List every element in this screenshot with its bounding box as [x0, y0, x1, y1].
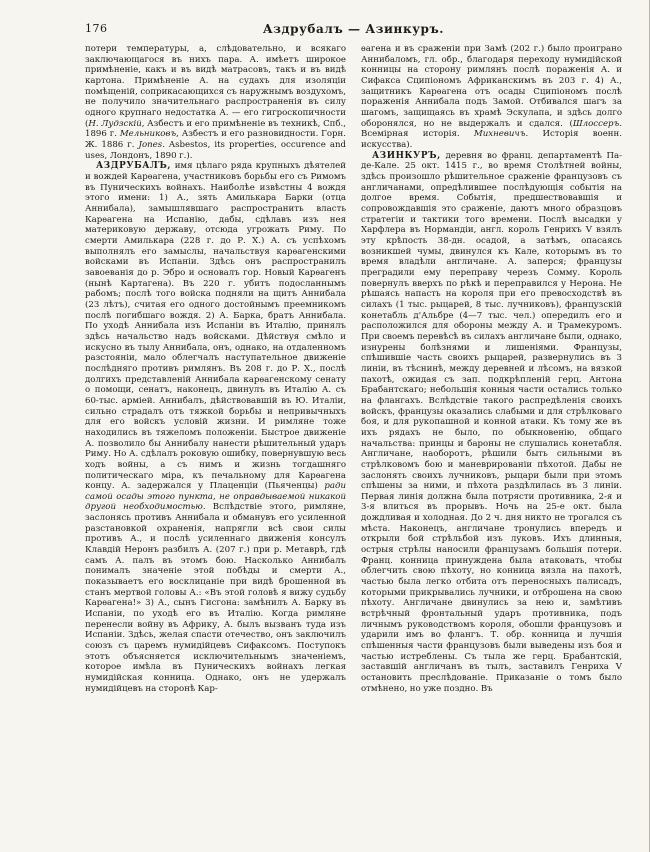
page-header	[85, 22, 622, 38]
article-heading: АЗИНКУРЪ,	[372, 150, 441, 161]
body-text: имя цѣлаго ряда крупныхъ дѣятелей и вождей Карѳагена, участниковъ борьбы его съ Римомъ въ Пуническихъ войнахъ. Наиболѣе извѣстны 4 вождя этого имени: 1) А., зять Амилькара Барки (отца Аннибала), замышлявшаго распространить власть Карѳагена на Испанію, дабы, сдѣлавъ изъ нея материковую державу, отсюда угрожать Риму. По смерти Амилькара (228 г. до Р. Х.) А. съ успѣхомъ выполнялъ его замыслы, начальствуя карѳагенскими войсками въ Испаніи. Здѣсь онъ распространилъ завоеванія до р. Эбро и основалъ гор. Новый Карѳагенъ (нынѣ Картагена). Въ 220 г. убитъ подосланнымъ рабомъ; послѣ того войска подняли на щитъ Аннибала (23 лѣтъ), считая его одного достойнымъ преемникомъ послѣ погибшаго вождя. 2) А. Барка, братъ Аннибала. По уходѣ Аннибала изъ Испаніи въ Италію, принялъ здѣсь начальство надъ войсками. Дѣйствуя смѣло и искусно въ тылу Аннибала, онъ, однако, на отдаленномъ разстояніи, мало облегчалъ наступательное движеніе послѣдняго противъ римлянъ. Въ 208 г. до Р. Х., послѣ долгихъ представленій Аннибала карѳагенскому сенату о помощи, сенатъ, наконецъ, двинулъ въ Италію А. съ 60-тыс. арміей. Аннибалъ, дѣйствовавшій въ Ю. Италіи, сильно страдалъ отъ тяжкой борьбы и непривычныхъ для его войскъ условій жизни. И римляне тоже находились въ тяжеломъ положеніи. Быстрое движеніе А. позволило бы Аннибалу нанести рѣшительный ударъ Риму. Но А. сдѣлалъ роковую ошибку, повернувшую весь ходъ войны, а съ нимъ и жизнь тогдашняго политическаго міра, къ печальному для Карѳагена концу. А. задержался у Плаценціи (Пьяченцы)	[85, 161, 346, 492]
italic-text: Мельниковъ	[119, 129, 177, 140]
text-block	[85, 44, 622, 836]
running-title: Аздрубалъ — Азинкуръ.	[262, 22, 445, 36]
italic-text: Михневичъ	[473, 129, 526, 140]
italic-text: Шлоссеръ	[572, 118, 620, 129]
body-text: потери температуры, а, слѣдовательно, и всякаго заключающагося въ нихъ пара. А. имѣетъ широкое примѣненіе, какъ и въ видѣ матрасовъ, такъ и въ видѣ картона. Примѣненіе А. на судахъ для изоляціи помѣщеній, соприкасающихся съ наружнымъ воздухомъ, не получило значительнаго распространенія въ силу одного крупнаго недостатка А. — его гигроскопичности (	[85, 44, 346, 129]
paragraph	[85, 44, 346, 161]
italic-text: Н. Лудзскій	[88, 118, 142, 129]
body-text: , Азбестъ и его разновидности. Горн. Ж. 1886 г.	[85, 129, 346, 150]
body-text: . Asbestos, its properties, occurence and uses, Лондонъ, 1890 г.).	[85, 139, 346, 161]
paragraph	[361, 44, 622, 151]
article-heading: АЗДРУБАЛЪ,	[96, 161, 172, 172]
body-text: . Вслѣдствіе этого, римляне, заслонясь противъ Аннибала и обманувъ его усиленной разстановкой охраненія, напрягли всѣ свои силы противъ А., и послѣ усиленнаго движенія консулъ Клавдій Неронъ разбилъ А. (207 г.) при р. Метаврѣ, гдѣ самъ А. палъ въ этомъ бою. Насколько Аннибалъ понималъ значеніе этой побѣды и смерти А., показываетъ его восклицаніе при видѣ брошенной въ станъ мертвой головы А.: «Въ этой головѣ я вижу судьбу Карѳагена!» 3) А., сынъ Гисгона: замѣнилъ А. Барку въ Испаніи, по уходѣ его въ Италію. Когда римляне перенесли войну въ Африку, А. былъ вызванъ туда изъ Испаніи. Здѣсь, желая спасти отечество, онъ заключилъ союзъ съ царемъ нумидійцевъ Сифаксомъ. Поступокъ этотъ объясняется исключительнымъ значеніемъ, которое имѣла въ Пуническихъ войнахъ легкая нумидійская конница. Однако, онъ не удержалъ нумидійцевъ на сторонѣ Кар-	[85, 502, 346, 694]
body-text: , Азбестъ и его примѣненіе въ техникѣ, Спб., 1896 г.	[85, 118, 346, 140]
body-text: ѳагена и въ сраженіи при Замѣ (202 г.) было проиграно Аннибаломъ, гл. обр., благодаря переходу нумидійской конницы на сторону римлянъ послѣ пораженія А. и Сифакса Сципіономъ Африканскимъ въ 203 г. 4) А., защитникъ Карѳагена отъ осады Сципіономъ послѣ пораженія Аннибала подъ Замой. Отбивался шагъ за шагомъ, защищаясь въ храмѣ Эскулапа, и здѣсь долго оборонялся, но не выдержалъ и сдался. (	[361, 44, 622, 129]
paragraph	[85, 161, 346, 694]
italic-text: Jones	[138, 139, 163, 150]
left-column	[85, 44, 346, 836]
italic-text: ради самой осады этого пункта, не оправдываемой никакой другой необходимостью	[85, 481, 346, 513]
paragraph	[361, 151, 622, 695]
body-text: . Исторія военн. искусства).	[361, 129, 622, 150]
body-text: . Всемірная исторія.	[361, 118, 622, 140]
right-column	[361, 44, 622, 836]
page-number: 176	[85, 22, 108, 35]
body-text: деревня во франц. департаментѣ Па-де-Кале. 25 окт. 1415 г., во время Столѣтней войны, здѣсь произошло рѣшительное сраженіе французовъ съ англичанами, опредѣлившее послѣдующія событія на долгое время. Событія, предшествовавшія и сопровождавшія это сраженіе, даютъ много образцовъ стратегіи и тактики того времени. Послѣ высадки у Харфлера въ Нормандіи, англ. король Генрихъ V взялъ эту крѣпость 38-дн. осадой, а затѣмъ, опасаясь возникшей чумы, двинулся къ Кале, которымъ въ то время владѣли англичане. А. заперся; французы преградили ему переправу черезъ Сомму. Король повернулъ вверхъ по рѣкѣ и переправился у Нерона. Не рѣшаясь напасть на короля при его превосходствѣ въ силахъ (1 тыс. рыцарей, 8 тыс. лучниковъ), французскій конетабль д'Альбре (4—7 тыс. чел.) опередилъ его и расположился для обороны между А. и Трамекуромъ. При своемъ перевѣсѣ въ силахъ англичане были, однако, изнурены болѣзнями и лишеніями. Французы, спѣшившіе часть своихъ рыцарей, развернулись въ 3 линіи, въ тѣснинѣ, между деревней и лѣсомъ, на вязкой пахотѣ, ожидая съ зап. подкрѣпленій герц. Антона Брабантскаго; небольшія конныя части остались только на флангахъ. Вслѣдствіе такого распредѣленія своихъ войскъ, французы оказались слабыми и для стрѣлковаго боя, и для рукопашной и конной атаки. Къ тому же въ ихъ рядахъ не было, по обыкновенію, общаго начальства: принцы и бароны не слушались конетабля. Англичане, наоборотъ, рѣшили быть сильными въ стрѣлковомъ бою и маневрированіи пѣхотой. Дабы не заслонять своихъ лучниковъ, рыцари были при этомъ спѣшены за ними, и пѣхота раздѣлилась въ 3 линіи. Первая линія должна была потрясти противника, 2-я и 3-я влиться въ прорывъ. Ночь на 25-е окт. была дождливая и холодная. До 2 ч. дня никто не трогался съ мѣста. Наконецъ, англичане тронулись впередъ и открыли бой стрѣльбой изъ луковъ. Ихъ длинныя, острыя стрѣлы наносили французамъ большія потери. Франц. конница принуждена была атаковать, чтобы облегчить свою пѣхоту, но конница вязла на пахотѣ, частью была легко отбита отъ переносныхъ палисадъ, которыми прикрывались лучники, и отброшена на свою пѣхоту. Англичане двинулись за нею и, замѣтивъ встрѣчный фронтальный ударъ противника, подъ личнымъ руководствомъ короля, обошли французовъ и ударили имъ во флангъ. Т. обр. конница и лучшія спѣшенныя части французовъ были выведены изъ боя и частью истреблены. Съ тыла же герц. Брабантскій, заставшій англичанъ въ тылъ, заставилъ Генриха V остановить преслѣдованіе. Приказаніе о томъ было отмѣнено, но уже поздно. Въ	[361, 150, 622, 694]
